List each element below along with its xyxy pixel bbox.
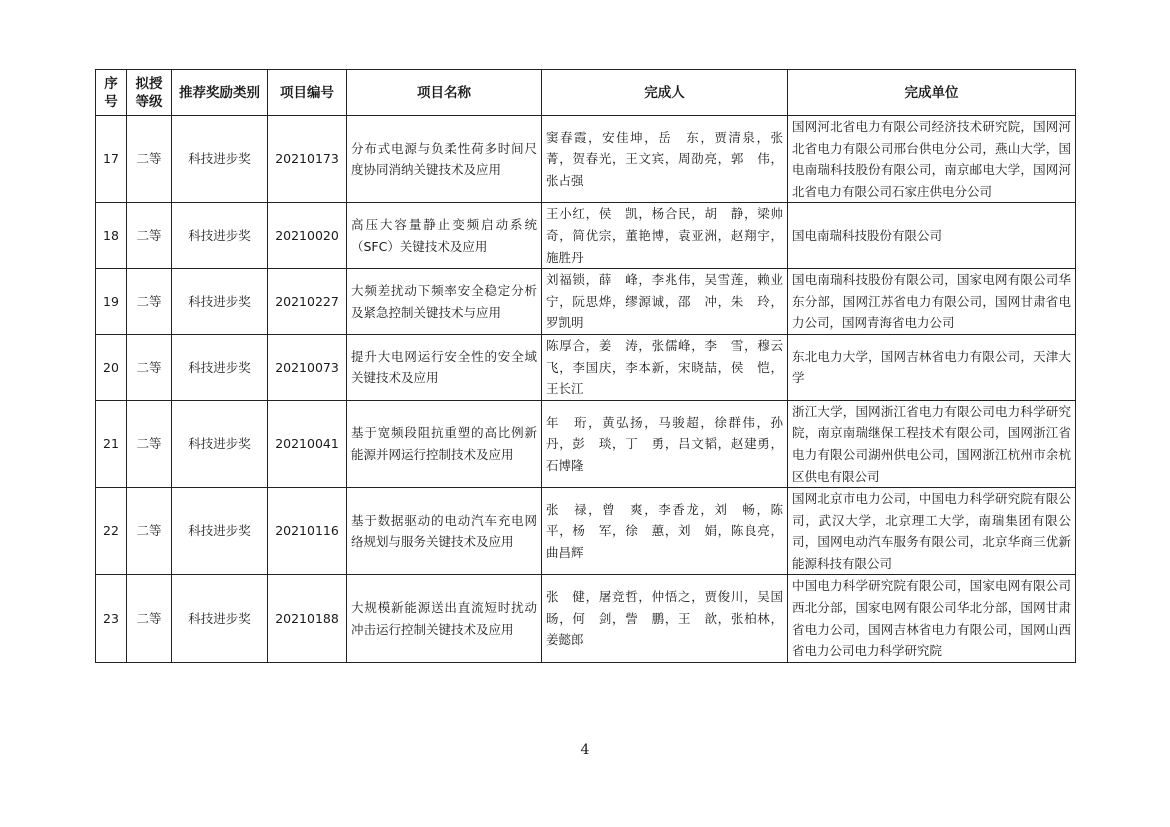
row-grade: 二等: [127, 334, 172, 400]
row-project-name: 分布式电源与负柔性荷多时间尺度协同消纳关键技术及应用: [347, 116, 542, 203]
row-code: 20210020: [268, 203, 347, 269]
row-completers: 刘福锁，薛 峰，李兆伟，吴雪莲，赖业宁，阮思烨，缪源诚，邵 冲，朱 玲，罗凯明: [542, 269, 788, 335]
row-units: 浙江大学，国网浙江省电力有限公司电力科学研究院，南京南瑞继保工程技术有限公司，国网浙江省电力有限公司湖州供电公司，国网浙江杭州市余杭区供电有限公司: [788, 400, 1076, 487]
row-award-type: 科技进步奖: [172, 203, 268, 269]
row-seq: 21: [96, 400, 127, 487]
row-grade: 二等: [127, 488, 172, 575]
row-units: 国电南瑞科技股份有限公司，国家电网有限公司华东分部，国网江苏省电力有限公司，国网甘肃省电力公司，国网青海省电力公司: [788, 269, 1076, 335]
row-project-name: 基于宽频段阻抗重塑的高比例新能源并网运行控制技术及应用: [347, 400, 542, 487]
row-grade: 二等: [127, 116, 172, 203]
row-seq: 18: [96, 203, 127, 269]
row-code: 20210041: [268, 400, 347, 487]
table-row: [96, 575, 1076, 662]
row-project-name: 大规模新能源送出直流短时扰动冲击运行控制关键技术及应用: [347, 575, 542, 662]
header-grade: 拟授等级: [127, 70, 172, 116]
row-code: 20210188: [268, 575, 347, 662]
row-completers: 年 珩，黄弘扬，马骏超，徐群伟，孙 丹，彭 琰，丁 勇，吕文韬，赵建勇，石博隆: [542, 400, 788, 487]
row-grade: 二等: [127, 400, 172, 487]
row-project-name: 基于数据驱动的电动汽车充电网络规划与服务关键技术及应用: [347, 488, 542, 575]
header-seq: 序号: [96, 70, 127, 116]
row-units: 国网河北省电力有限公司经济技术研究院，国网河北省电力有限公司邢台供电分公司，燕山大学，国电南瑞科技股份有限公司，南京邮电大学，国网河北省电力有限公司石家庄供电分公司: [788, 116, 1076, 203]
row-project-name: 提升大电网运行安全性的安全域关键技术及应用: [347, 334, 542, 400]
row-award-type: 科技进步奖: [172, 334, 268, 400]
awards-table: [95, 69, 1076, 663]
row-award-type: 科技进步奖: [172, 488, 268, 575]
header-project-name: 项目名称: [347, 70, 542, 116]
row-code: 20210227: [268, 269, 347, 335]
row-award-type: 科技进步奖: [172, 116, 268, 203]
table-row: [96, 488, 1076, 575]
header-project-code: 项目编号: [268, 70, 347, 116]
header-completers: 完成人: [542, 70, 788, 116]
table-row: [96, 269, 1076, 335]
table-header-row: [96, 70, 1076, 116]
table-row: [96, 400, 1076, 487]
row-completers: 窦春霞，安佳坤，岳 东，贾清泉，张 菁，贺春光，王文宾，周劭亮，郭 伟，张占强: [542, 116, 788, 203]
row-completers: 张 健，屠竞哲，仲悟之，贾俊川，吴国旸，何 剑，訾 鹏，王 歆，张柏林，姜懿郎: [542, 575, 788, 662]
row-seq: 20: [96, 334, 127, 400]
row-project-name: 高压大容量静止变频启动系统（SFC）关键技术及应用: [347, 203, 542, 269]
row-award-type: 科技进步奖: [172, 269, 268, 335]
row-code: 20210173: [268, 116, 347, 203]
row-units: 中国电力科学研究院有限公司，国家电网有限公司西北分部，国家电网有限公司华北分部，国网甘肃省电力公司，国网吉林省电力有限公司，国网山西省电力公司电力科学研究院: [788, 575, 1076, 662]
row-completers: 陈厚合，姜 涛，张儒峰，李 雪，穆云飞，李国庆，李本新，宋晓喆，侯 恺，王长江: [542, 334, 788, 400]
header-units: 完成单位: [788, 70, 1076, 116]
row-grade: 二等: [127, 575, 172, 662]
row-units: 国网北京市电力公司，中国电力科学研究院有限公司，武汉大学，北京理工大学，南瑞集团有限公司，国网电动汽车服务有限公司，北京华商三优新能源科技有限公司: [788, 488, 1076, 575]
header-award-type: 推荐奖励类别: [172, 70, 268, 116]
row-project-name: 大频差扰动下频率安全稳定分析及紧急控制关键技术与应用: [347, 269, 542, 335]
table-row: [96, 334, 1076, 400]
row-award-type: 科技进步奖: [172, 400, 268, 487]
row-code: 20210116: [268, 488, 347, 575]
row-completers: 王小红，侯 凯，杨合民，胡 静，梁帅奇，简优宗，董艳博，袁亚洲，赵翔宇，施胜丹: [542, 203, 788, 269]
page-number: 4: [580, 742, 590, 758]
row-seq: 23: [96, 575, 127, 662]
row-grade: 二等: [127, 269, 172, 335]
row-completers: 张 禄，曾 爽，李香龙，刘 畅，陈 平，杨 军，徐 蕙，刘 娟，陈良亮，曲昌辉: [542, 488, 788, 575]
row-award-type: 科技进步奖: [172, 575, 268, 662]
row-grade: 二等: [127, 203, 172, 269]
table-row: [96, 203, 1076, 269]
row-seq: 19: [96, 269, 127, 335]
row-seq: 17: [96, 116, 127, 203]
row-seq: 22: [96, 488, 127, 575]
row-units: 国电南瑞科技股份有限公司: [788, 203, 1076, 269]
row-code: 20210073: [268, 334, 347, 400]
row-units: 东北电力大学，国网吉林省电力有限公司，天津大学: [788, 334, 1076, 400]
table-row: [96, 116, 1076, 203]
